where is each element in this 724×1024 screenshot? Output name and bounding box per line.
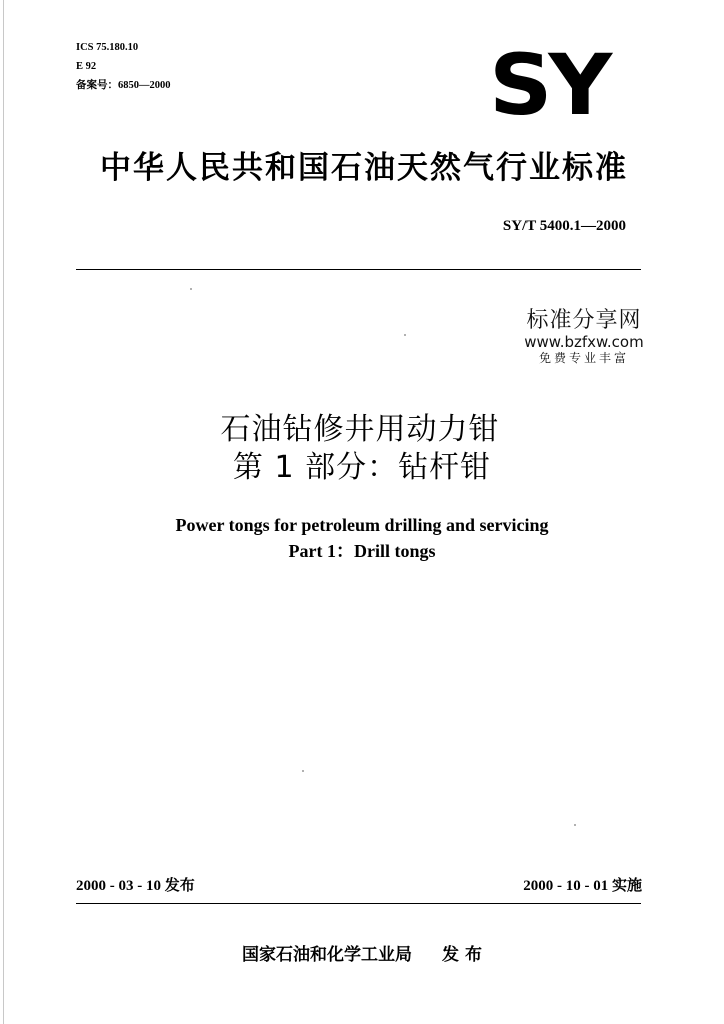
- scan-speck: [302, 770, 304, 772]
- english-title-line-2: Part 1：Drill tongs: [288, 541, 436, 561]
- chinese-title-line-1: 石油钻修井用动力钳: [220, 412, 500, 447]
- publisher-line: [0, 940, 724, 965]
- scan-speck: [574, 824, 576, 826]
- english-title-line-1: Power tongs for petroleum drilling and servicing: [175, 515, 549, 535]
- chinese-title-line-2: 第 1 部分：钻杆钳: [232, 450, 492, 485]
- publisher-name: 国家石油和化学工业局: [242, 945, 413, 965]
- watermark: [514, 308, 654, 365]
- watermark-url: www.bzfxw.com: [524, 333, 644, 351]
- publisher-action: 发 布: [442, 945, 482, 965]
- standard-number: SY/T 5400.1—2000: [502, 218, 626, 234]
- watermark-slogan: 免费专业丰富: [538, 351, 629, 365]
- record-number: 备案号：6850—2000: [76, 80, 171, 91]
- scan-speck: [190, 288, 192, 290]
- classification-code: E 92: [76, 61, 97, 72]
- document-metadata: [76, 38, 171, 95]
- footer-divider: [76, 903, 641, 904]
- scan-speck: [404, 334, 406, 336]
- standard-category-title: 中华人民共和国石油天然气行业标准: [100, 150, 628, 186]
- header-divider: [76, 269, 641, 270]
- issue-date: 2000 - 03 - 10 发布: [76, 878, 195, 894]
- watermark-name: 标准分享网: [526, 308, 642, 333]
- ics-code: ICS 75.180.10: [76, 42, 139, 53]
- sy-logo: SY: [489, 36, 608, 134]
- implementation-date: 2000 - 10 - 01 实施: [523, 878, 642, 894]
